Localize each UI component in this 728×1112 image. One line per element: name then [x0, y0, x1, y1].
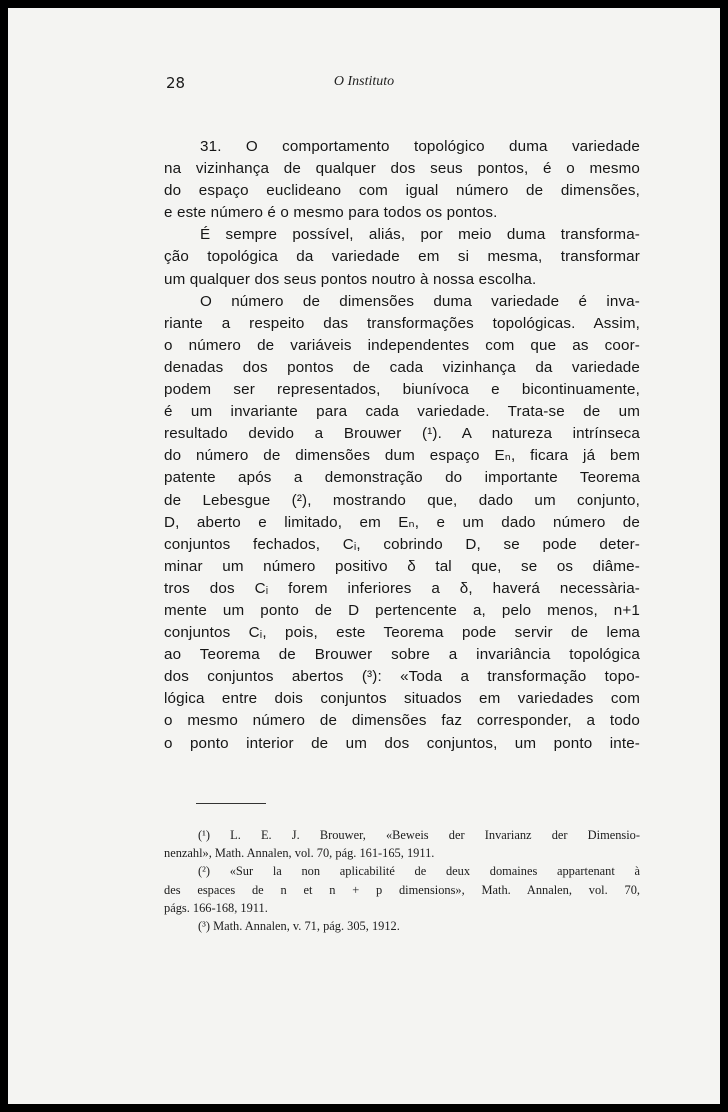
text-line: o número de variáveis independentes com que as coor-: [164, 336, 640, 354]
text-line: podem ser representados, biunívoca e bicontinuamente,: [164, 381, 640, 399]
text-line: mente um ponto de D pertencente a, pelo menos, n+1: [164, 601, 640, 619]
footnote-line: des espaces de n et n + p dimensions», Math. Annalen, vol. 70,: [164, 882, 640, 897]
text-line: conjuntos fechados, Cᵢ, cobrindo D, se pode deter-: [164, 535, 640, 553]
body-text: [164, 136, 640, 755]
text-line: o mesmo número de dimensões faz corresponder, a todo: [164, 712, 640, 730]
footnote-line: págs. 166-168, 1911.: [164, 900, 268, 915]
text-line: um qualquer dos seus pontos noutro à nossa escolha.: [164, 270, 537, 288]
text-line: tros dos Cᵢ forem inferiores a δ, haverá necessària-: [164, 579, 640, 597]
page-number: 28: [166, 74, 186, 92]
text-line: o ponto interior de um dos conjuntos, um ponto inte-: [164, 734, 640, 752]
text-line: conjuntos Cᵢ, pois, este Teorema pode servir de lema: [164, 624, 640, 642]
text-line: dos conjuntos abertos (³): «Toda a transformação topo-: [164, 668, 640, 686]
footnote-line: (¹) L. E. J. Brouwer, «Beweis der Invarianz der Dimensio-: [198, 828, 640, 842]
text-line: ção topológica da variedade em si mesma, transformar: [164, 248, 640, 266]
text-line: de Lebesgue (²), mostrando que, dado um conjunto,: [164, 491, 640, 509]
text-line: do número de dimensões dum espaço Eₙ, ficara já bem: [164, 447, 640, 465]
text-line: 31. O comportamento topológico duma variedade: [200, 138, 640, 155]
text-line: ao Teorema de Brouwer sobre a invariância topológica: [164, 646, 640, 664]
footnote-line: (³) Math. Annalen, v. 71, pág. 305, 1912.: [198, 919, 400, 934]
footnote-line: nenzahl», Math. Annalen, vol. 70, pág. 161-165, 1911.: [164, 846, 435, 861]
footnote-line: (²) «Sur la non aplicabilité de deux domaines appartenant à: [198, 864, 640, 879]
text-line: lógica entre dois conjuntos situados em variedades com: [164, 690, 640, 708]
text-line: resultado devido a Brouwer (¹). A natureza intrínseca: [164, 425, 640, 443]
book-page: [8, 8, 720, 1104]
text-line: denadas dos pontos de cada vizinhança da variedade: [164, 358, 640, 376]
text-line: patente após a demonstração do importante Teorema: [164, 469, 640, 487]
text-line: e este número é o mesmo para todos os pontos.: [164, 204, 498, 222]
text-line: é um invariante para cada variedade. Trata-se de um: [164, 403, 640, 421]
footnote-divider: [196, 803, 266, 804]
text-line: É sempre possível, aliás, por meio duma transforma-: [200, 226, 640, 244]
footnotes: [164, 826, 640, 935]
text-line: O número de dimensões duma variedade é inva-: [200, 292, 640, 310]
text-line: riante a respeito das transformações topológicas. Assim,: [164, 314, 640, 332]
running-title: O Instituto: [333, 74, 395, 89]
text-line: do espaço euclideano com igual número de dimensões,: [164, 182, 640, 200]
page-header: [8, 74, 720, 96]
text-line: minar um número positivo δ tal que, se os diâme-: [164, 557, 640, 575]
text-line: na vizinhança de qualquer dos seus pontos, é o mesmo: [164, 160, 640, 178]
text-line: D, aberto e limitado, em Eₙ, e um dado número de: [164, 513, 640, 531]
